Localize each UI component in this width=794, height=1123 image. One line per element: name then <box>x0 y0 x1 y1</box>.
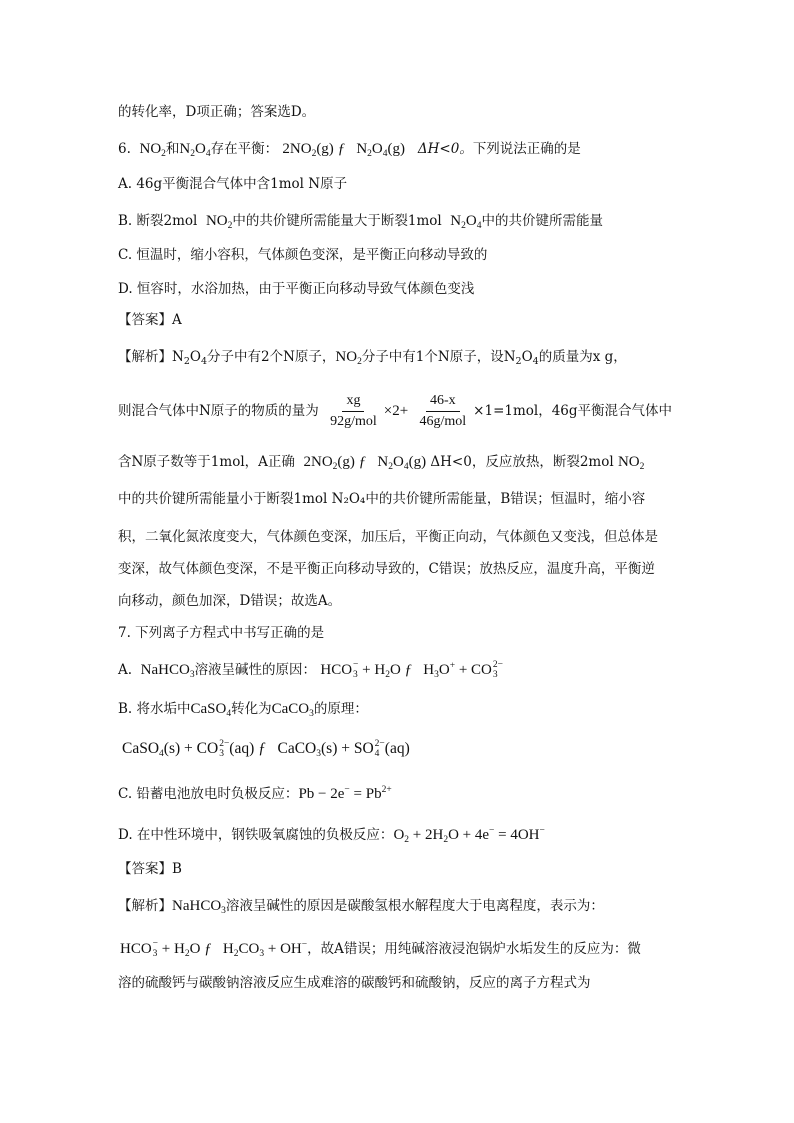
question-6-option-c: C. 恒温时，缩小容积，气体颜色变深，是平衡正向移动导致的 <box>118 247 488 263</box>
question-7-stem: 7. 下列离子方程式中书写正确的是 <box>118 625 325 641</box>
equilibrium-equation: $2NO_2(g)$ ƒ $N_2O_4(g)$ <box>282 141 405 159</box>
question-7-option-c: C. 铅蓄电池放电时负极反应：$Pb - 2e^- = Pb^{2+}$ <box>118 785 392 802</box>
question-6-answer: 【答案】A <box>118 312 182 328</box>
question-7-answer: 【答案】B <box>118 861 182 877</box>
question-7-option-a: A. NaHCO$_3$溶液呈碱性的原因： HCO − 3 + $H_2O$ ƒ $H_3O^+$ + CO 2− 3 <box>118 660 503 680</box>
question-7-analysis-3: 溶的硫酸钙与碳酸钠溶液反应生成难溶的碳酸钙和硫酸钠，反应的离子方程式为 <box>118 975 591 991</box>
question-6-analysis-7: 向移动，颜色加深，D错误；故选A。 <box>118 593 342 609</box>
question-6-option-a: A. 46g平衡混合气体中含1mol N原子 <box>118 176 348 192</box>
question-7-option-b: B. 将水垢中CaSO$_4$转化为CaCO$_3$的原理： <box>118 701 368 719</box>
question-7-option-d: D. 在中性环境中，钢铁吸氧腐蚀的负极反应：$O_2 + 2H_2O + 4e^- = 4OH^-$ <box>118 826 545 845</box>
question-6-option-d: D. 恒容时，水浴加热，由于平衡正向移动导致气体颜色变浅 <box>118 281 475 297</box>
question-7-analysis-1: 【解析】NaHCO$_3$溶液呈碱性的原因是碳酸氢根水解程度大于电离程度，表示为： <box>118 898 604 916</box>
fraction-46-x: $\frac{46-x}{\text{46g/mol}}$ <box>419 393 467 429</box>
question-6-analysis-5: 积，二氧化氮浓度变大，气体颜色变深，加压后，平衡正向动，气体颜色又变浅，但总体是 <box>118 529 658 545</box>
question-6-analysis-6: 变深，故气体颜色变深，不是平衡正向移动导致的，C错误；放热反应，温度升高，平衡逆 <box>118 561 655 577</box>
question-7-analysis-2: HCO − 3 + $H_2O$ ƒ $H_2CO_3 + OH^-$，故A错误；用纯碱溶液浸泡锅炉水垢发生的反应为：微 <box>120 939 641 959</box>
question-6-analysis-2: 则混合气体中N原子的物质的量为 $\frac{xg}{\text{92g/mol}}$ ×2+ $\frac{46-x}{\text{46g/mol}}$ ×1=1mol，46g平衡混合气体中 <box>118 393 673 429</box>
fraction-xg: $\frac{xg}{\text{92g/mol}}$ <box>330 393 377 429</box>
question-6-analysis-1: 【解析】$N_2O_4$分子中有2个N原子，$NO_2$分子中有1个N原子，设$N_2O_4$的质量为x g， <box>118 349 627 367</box>
question-7-option-b-equation: CaSO$_4$(s) + CO 2− 3 (aq) ƒ CaCO$_3$(s) + SO 2− 4 (aq) <box>122 739 410 760</box>
intro-line: 的转化率，D项正确；答案选D。 <box>118 104 316 120</box>
question-6-analysis-4: 中的共价键所需能量小于断裂1mol N₂O₄中的共价键所需能量，B错误；恒温时，缩小容 <box>118 491 646 507</box>
question-6-option-b: B. 断裂2mol $NO_2$中的共价键所需能量大于断裂1mol $N_2O_4$中的共价键所需能量 <box>118 213 603 231</box>
equation-a: HCO − 3 + $H_2O$ ƒ $H_3O^+$ + CO 2− 3 <box>320 660 503 680</box>
question-6-stem: 6. $NO_2$和$N_2O_4$存在平衡： $2NO_2(g)$ ƒ $N_2O_4(g)$ ΔH<0。下列说法正确的是 <box>118 141 581 159</box>
question-6-analysis-3: 含N原子数等于1mol，A正确 $2NO_2(g)$ ƒ $N_2O_4(g)$ ΔH<0，反应放热，断裂2mol $NO_2$ <box>118 454 645 472</box>
